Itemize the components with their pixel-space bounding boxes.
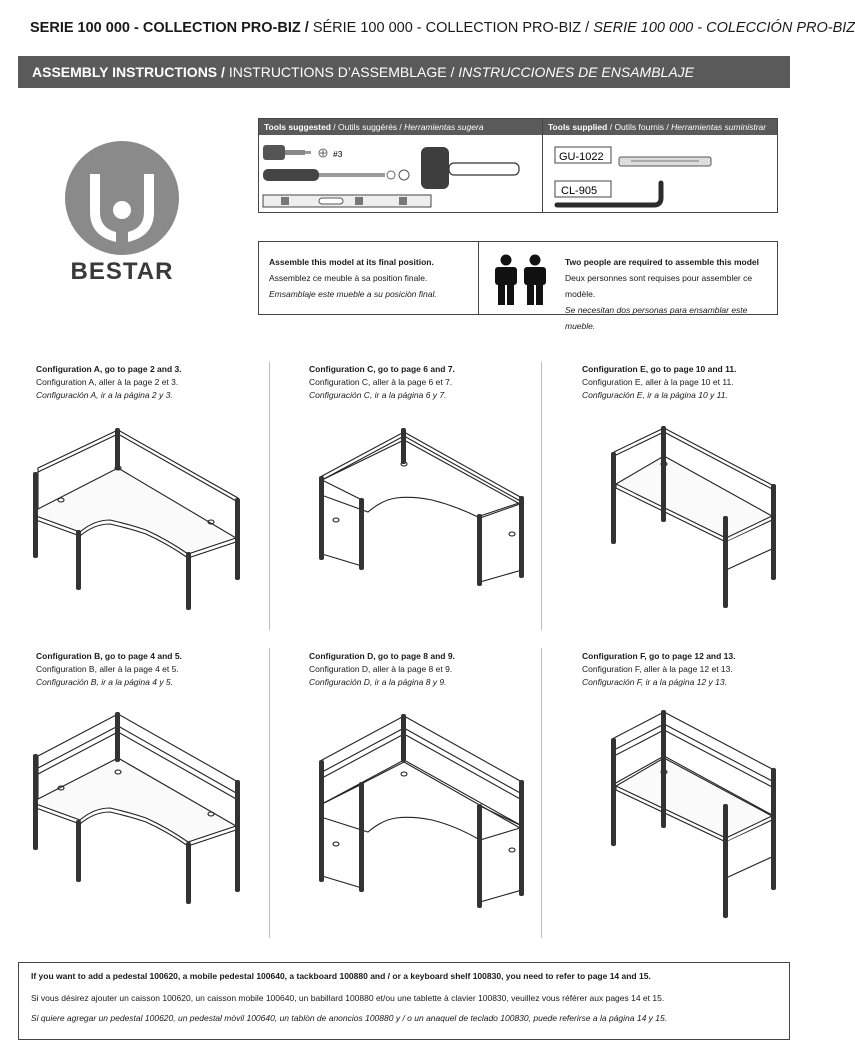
tools-suggested-es: Herramientas sugera: [404, 122, 484, 132]
tools-supplied-es: Herramientas suministrar: [671, 122, 767, 132]
hex-nut-icon: [399, 170, 409, 180]
level-icon: [263, 195, 431, 207]
desk-config-f-illustration: [606, 708, 780, 920]
tools-supplied-label: Tools supplied: [548, 122, 608, 132]
two-people-fr: Deux personnes sont requises pour assembler ce modèle.: [565, 273, 753, 299]
tools-suggested-label: Tools suggested: [264, 122, 331, 132]
footer-es: Si quiere agregar un pedestal 100620, un pedestal mòvil 100640, un tablòn de anoncios 100880 y / o un anaquel de teclado 100830, puede referirse a la página 14 y 15.: [31, 1013, 668, 1023]
flat-screwdriver-icon: [263, 169, 395, 181]
tools-illustration: [259, 135, 777, 212]
final-position-en: Assemble this model at its final position.: [269, 257, 434, 267]
column-divider: [269, 362, 270, 630]
series-title-fr: SÉRIE 100 000 - COLLECTION PRO-BIZ /: [312, 20, 590, 36]
banner-title-fr: INSTRUCTIONS D’ASSEMBLAGE /: [228, 64, 455, 80]
tools-supplied-header: [543, 119, 777, 135]
footer-fr: Si vous désirez ajouter un caisson 100620, un caisson mobile 100640, un babillard 100880 et/ou une tablette à clavier 100830, veuillez vous référer aux pages 14 et 15.: [31, 993, 665, 1003]
config-e-caption: Configuration E, go to page 10 and 11. Configuration E, aller à la page 10 et 11. Configuración E, ir a la página 10 y 11.: [582, 364, 737, 400]
series-title-en: SERIE 100 000 - COLLECTION PRO-BIZ /: [30, 20, 309, 36]
hex-driver-bit-icon: [619, 157, 711, 166]
screwdriver-size: #3: [333, 149, 343, 159]
tools-suggested-fr: / Outils suggérés /: [333, 122, 402, 132]
tools-supplied-fr: / Outils fournis /: [609, 122, 669, 132]
two-people-en: Two people are required to assemble this model: [565, 257, 759, 267]
config-b-caption: Configuration B, go to page 4 and 5. Configuration B, aller à la page 4 et 5. Configuración B, ir a la página 4 y 5.: [36, 651, 182, 687]
assembly-banner: [18, 56, 790, 88]
column-divider: [269, 648, 270, 938]
series-title: [30, 20, 855, 36]
config-f-caption: Configuration F, go to page 12 and 13. Configuration F, aller à la page 12 et 13. Configuración F, ir a la página 12 y 13.: [582, 651, 736, 687]
column-divider: [541, 648, 542, 938]
tools-suggested-header: [259, 119, 542, 135]
two-people-es: Se necesitan dos personas para ensamblar este mueble.: [565, 305, 748, 331]
footer-en: If you want to add a pedestal 100620, a mobile pedestal 100640, a tackboard 100880 and / or a keyboard shelf 100830, you need to refer to page 14 and 15.: [31, 971, 651, 981]
two-people-note: [565, 242, 777, 334]
final-position-note: [269, 242, 437, 302]
screwdriver-icon: [263, 145, 327, 160]
brand-name: BESTAR: [70, 258, 174, 285]
cl-905-label: CL-905: [561, 185, 598, 197]
banner-title-en: ASSEMBLY INSTRUCTIONS /: [32, 64, 225, 80]
column-divider: [541, 362, 542, 630]
desk-config-d-illustration: [316, 710, 536, 910]
config-a-caption: Configuration A, go to page 2 and 3. Configuration A, aller à la page 2 et 3. Configuración A, ir a la página 2 y 3.: [36, 364, 182, 400]
bestar-logo-icon: [64, 140, 180, 256]
config-d-caption: Configuration D, go to page 8 and 9. Configuration D, aller à la page 8 et 9. Configuración D, ir a la página 8 y 9.: [309, 651, 455, 687]
footer-accessories-note: [18, 962, 790, 1040]
series-title-es: SERIE 100 000 - COLECCIÓN PRO-BIZ: [593, 20, 855, 36]
desk-config-c-illustration: [316, 420, 536, 590]
desk-config-e-illustration: [606, 420, 780, 610]
banner-title-es: INSTRUCCIONES DE ENSAMBLAJE: [458, 64, 695, 80]
two-people-icon: [491, 254, 551, 306]
gu-1022-label: GU-1022: [559, 151, 604, 163]
tools-box: [258, 118, 778, 213]
info-box: [258, 241, 778, 331]
final-position-fr: Assemblez ce meuble à sa position finale.: [269, 273, 428, 283]
desk-config-b-illustration: [28, 708, 248, 908]
config-c-caption: Configuration C, go to page 6 and 7. Configuration C, aller à la page 6 et 7. Configuración C, ir a la página 6 y 7.: [309, 364, 455, 400]
final-position-es: Emsamblaje este mueble a su posiciòn final.: [269, 289, 437, 299]
desk-config-a-illustration: [28, 420, 248, 615]
mallet-icon: [421, 147, 519, 189]
